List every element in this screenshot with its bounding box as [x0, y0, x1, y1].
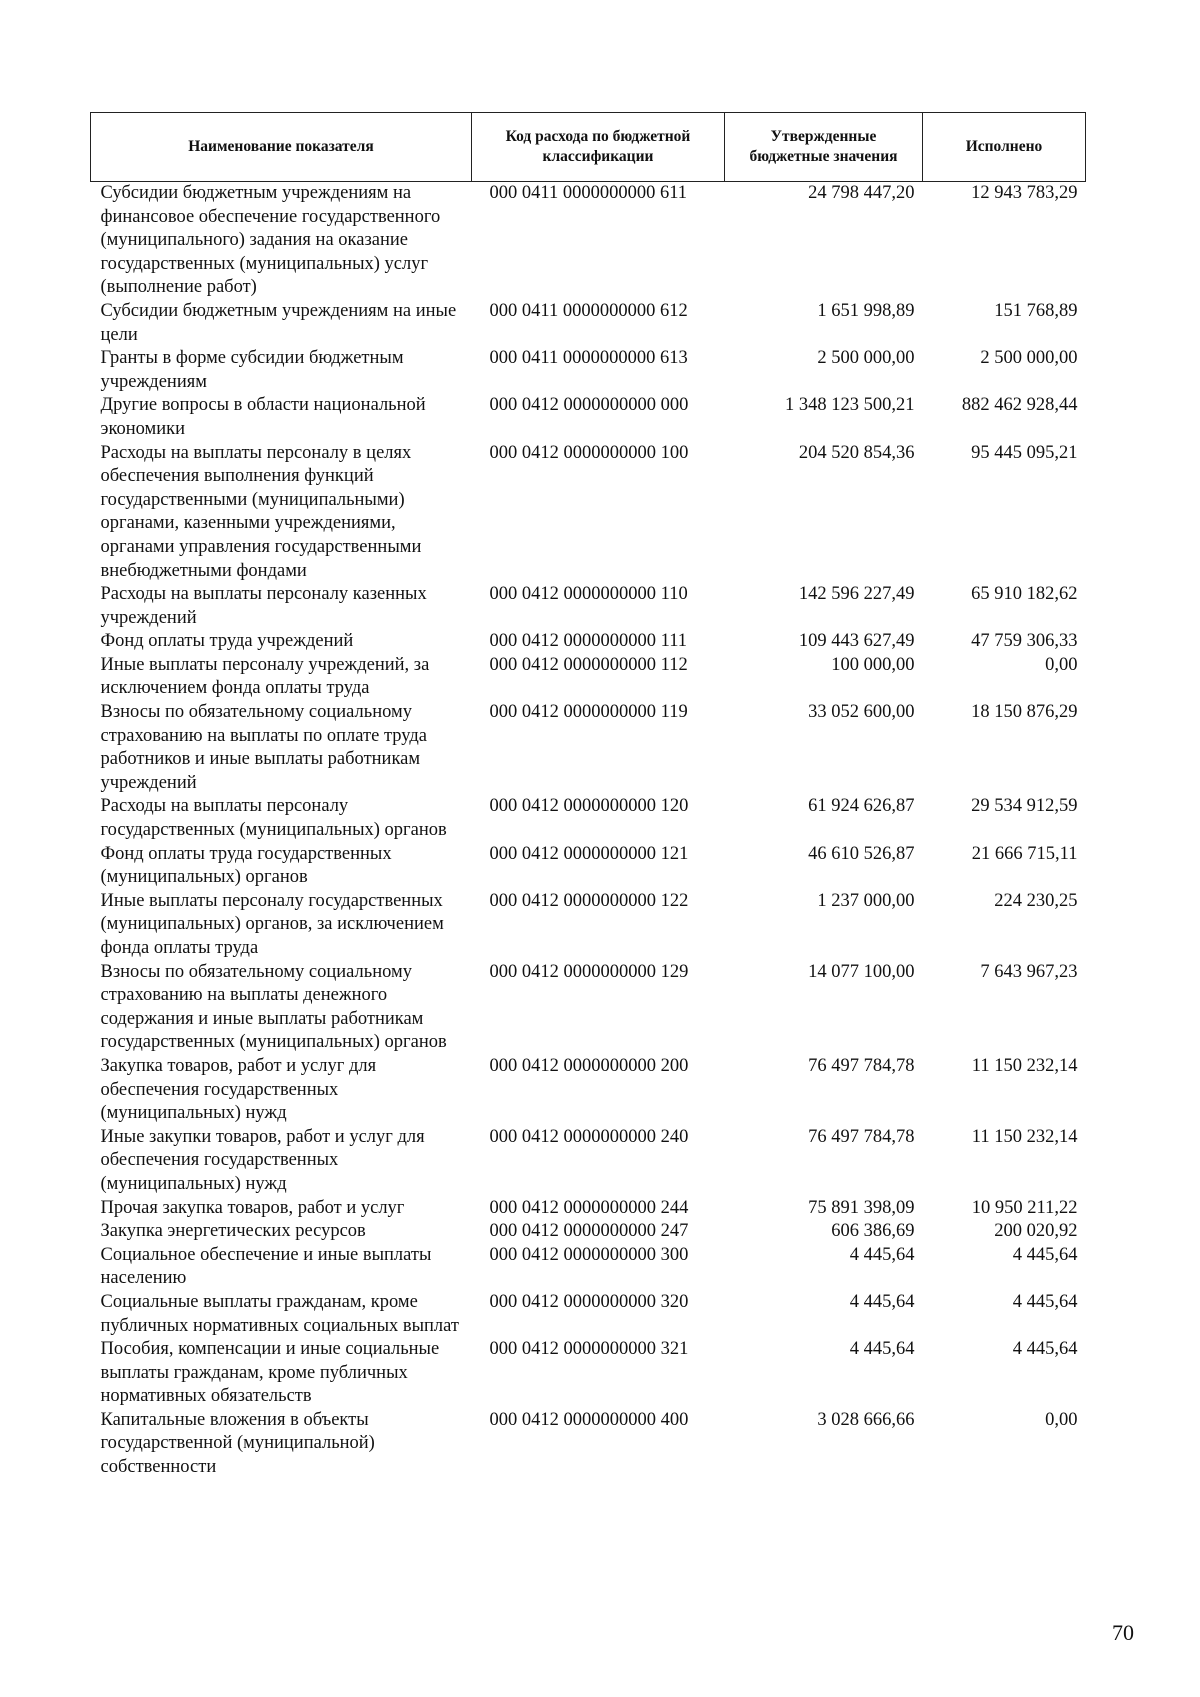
table-row	[91, 1244, 1086, 1291]
row-name: Социальные выплаты гражданам, кроме публичных нормативных социальных выплат	[100, 1291, 459, 1336]
row-executed: 151 768,89	[994, 300, 1078, 321]
row-name: Фонд оплаты труда учреждений	[100, 631, 354, 652]
row-code: 000 0412 0000000000 119	[489, 702, 688, 723]
row-approved: 4 445,64	[849, 1291, 915, 1312]
row-code: 000 0412 0000000000 000	[489, 395, 689, 416]
row-code: 000 0412 0000000000 100	[489, 442, 689, 463]
row-name: Закупка энергетических ресурсов	[100, 1221, 366, 1242]
row-executed: 11 150 232,14	[971, 1055, 1078, 1076]
row-approved: 4 445,64	[849, 1339, 915, 1360]
row-approved: 2 500 000,00	[817, 348, 915, 369]
table-row	[91, 442, 1086, 584]
row-approved: 14 077 100,00	[808, 961, 915, 982]
row-approved: 24 798 447,20	[808, 183, 915, 203]
row-executed: 2 500 000,00	[980, 348, 1078, 369]
row-approved: 142 596 227,49	[798, 584, 915, 605]
header-executed: Исполнено	[923, 113, 1086, 182]
row-approved: 33 052 600,00	[808, 702, 915, 723]
table-row	[91, 795, 1086, 842]
row-executed: 0,00	[1045, 654, 1078, 675]
header-code: Код расхода по бюджетной классификации	[472, 113, 725, 182]
row-code: 000 0412 0000000000 112	[489, 654, 688, 675]
row-name: Расходы на выплаты персоналу государственных (муниципальных) органов	[100, 796, 447, 841]
row-code: 000 0412 0000000000 120	[489, 796, 689, 817]
table-row	[91, 843, 1086, 890]
row-approved: 76 497 784,78	[808, 1055, 915, 1076]
row-executed: 4 445,64	[1012, 1244, 1078, 1265]
row-name: Взносы по обязательному социальному страхованию на выплаты денежного содержания и иные выплаты работникам государственных (муниципальных) органов	[100, 961, 447, 1053]
row-code: 000 0412 0000000000 320	[489, 1291, 689, 1312]
row-name: Расходы на выплаты персоналу казенных учреждений	[100, 584, 427, 628]
page-number: 70	[1112, 1620, 1134, 1645]
row-code: 000 0412 0000000000 200	[489, 1055, 689, 1076]
table-row	[91, 654, 1086, 701]
table-row	[91, 300, 1086, 347]
row-code: 000 0412 0000000000 300	[489, 1244, 689, 1265]
row-name: Субсидии бюджетным учреждениям на финансовое обеспечение государственного (муниципального) задания на оказание государственных (муниципальных) услуг (выполнение работ)	[100, 183, 441, 298]
row-name: Капитальные вложения в объекты государственной (муниципальной) собственности	[100, 1409, 375, 1478]
row-code: 000 0412 0000000000 122	[489, 890, 689, 911]
row-code: 000 0412 0000000000 247	[489, 1221, 689, 1242]
row-executed: 882 462 928,44	[961, 395, 1078, 416]
row-code: 000 0411 0000000000 613	[489, 348, 688, 369]
row-approved: 1 348 123 500,21	[785, 395, 915, 416]
table-body	[91, 182, 1086, 1480]
row-approved: 75 891 398,09	[808, 1197, 915, 1218]
row-name: Иные закупки товаров, работ и услуг для обеспечения государственных (муниципальных) нужд	[100, 1126, 425, 1194]
table-row	[91, 1055, 1086, 1126]
row-code: 000 0411 0000000000 612	[489, 300, 688, 321]
row-code: 000 0412 0000000000 240	[489, 1126, 689, 1147]
row-name: Социальное обеспечение и иные выплаты населению	[100, 1244, 432, 1289]
row-name: Фонд оплаты труда государственных (муниципальных) органов	[100, 843, 392, 888]
row-code: 000 0412 0000000000 400	[489, 1409, 689, 1430]
row-executed: 65 910 182,62	[971, 584, 1078, 605]
header-approved: Утвержденные бюджетные значения	[725, 113, 923, 182]
row-executed: 224 230,25	[994, 890, 1078, 911]
table-row	[91, 701, 1086, 795]
table-row	[91, 961, 1086, 1055]
row-approved: 46 610 526,87	[808, 843, 915, 864]
row-approved: 61 924 626,87	[808, 796, 915, 817]
table-row	[91, 1338, 1086, 1409]
header-name: Наименование показателя	[91, 113, 472, 182]
row-code: 000 0412 0000000000 244	[489, 1197, 689, 1218]
budget-table	[90, 112, 1086, 1480]
row-approved: 606 386,69	[831, 1221, 915, 1242]
row-approved: 1 651 998,89	[817, 300, 915, 321]
row-executed: 12 943 783,29	[971, 183, 1078, 203]
row-name: Закупка товаров, работ и услуг для обеспечения государственных (муниципальных) нужд	[100, 1055, 377, 1124]
table-row	[91, 182, 1086, 300]
row-approved: 204 520 854,36	[798, 442, 915, 463]
table-header-row	[91, 113, 1086, 182]
row-name: Расходы на выплаты персоналу в целях обеспечения выполнения функций государственными (муниципальными) органами, казенными учреждениями, органами управления государственными внебюджетными фондами	[100, 442, 422, 581]
row-name: Пособия, компенсации и иные социальные выплаты гражданам, кроме публичных нормативных обязательств	[100, 1339, 440, 1407]
table-row	[91, 583, 1086, 630]
table-row	[91, 347, 1086, 394]
row-executed: 95 445 095,21	[971, 442, 1078, 463]
table-row	[91, 1126, 1086, 1197]
row-executed: 18 150 876,29	[971, 702, 1078, 723]
table-row	[91, 630, 1086, 654]
table-row	[91, 1220, 1086, 1244]
row-executed: 11 150 232,14	[971, 1126, 1078, 1147]
row-name: Гранты в форме субсидии бюджетным учреждениям	[100, 348, 404, 392]
row-executed: 4 445,64	[1012, 1291, 1078, 1312]
row-code: 000 0412 0000000000 121	[489, 843, 689, 864]
row-executed: 29 534 912,59	[971, 796, 1078, 817]
row-executed: 21 666 715,11	[971, 843, 1078, 864]
row-executed: 200 020,92	[994, 1221, 1078, 1242]
row-approved: 3 028 666,66	[817, 1409, 915, 1430]
row-name: Другие вопросы в области национальной экономики	[100, 395, 426, 439]
row-code: 000 0412 0000000000 111	[489, 631, 688, 652]
row-executed: 47 759 306,33	[971, 631, 1078, 652]
row-executed: 0,00	[1045, 1409, 1078, 1430]
row-name: Прочая закупка товаров, работ и услуг	[100, 1197, 405, 1218]
table-row	[91, 1197, 1086, 1221]
row-name: Иные выплаты персоналу учреждений, за исключением фонда оплаты труда	[100, 654, 430, 699]
row-approved: 1 237 000,00	[817, 890, 915, 911]
row-approved: 109 443 627,49	[798, 631, 915, 652]
row-approved: 76 497 784,78	[808, 1126, 915, 1147]
row-executed: 4 445,64	[1012, 1339, 1078, 1360]
row-executed: 10 950 211,22	[971, 1197, 1078, 1218]
row-executed: 7 643 967,23	[980, 961, 1078, 982]
row-code: 000 0412 0000000000 110	[489, 584, 688, 605]
table-row	[91, 1409, 1086, 1480]
table-row	[91, 890, 1086, 961]
row-name: Иные выплаты персоналу государственных (муниципальных) органов, за исключением фонда оплаты труда	[100, 890, 444, 958]
table-row	[91, 394, 1086, 441]
row-name: Субсидии бюджетным учреждениям на иные цели	[100, 300, 457, 345]
row-approved: 4 445,64	[849, 1244, 915, 1265]
row-code: 000 0412 0000000000 129	[489, 961, 689, 982]
row-name: Взносы по обязательному социальному страхованию на выплаты по оплате труда работников и иные выплаты работникам учреждений	[100, 702, 427, 793]
table-row	[91, 1291, 1086, 1338]
row-approved: 100 000,00	[831, 654, 915, 675]
row-code: 000 0412 0000000000 321	[489, 1339, 689, 1360]
row-code: 000 0411 0000000000 611	[489, 183, 688, 203]
